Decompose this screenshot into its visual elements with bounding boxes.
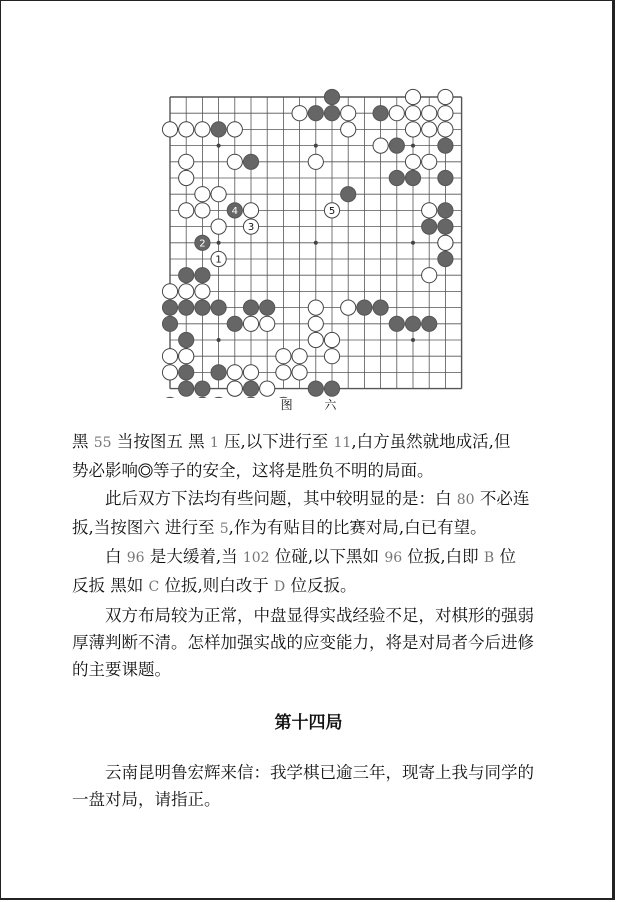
- white-stone: [276, 349, 291, 364]
- star-point: [217, 338, 221, 342]
- paragraph-2-line-1: [72, 485, 562, 514]
- black-stone: [195, 381, 210, 396]
- black-stone: [373, 300, 388, 315]
- white-stone: [179, 154, 194, 169]
- white-stone: [308, 154, 323, 169]
- white-stone: [243, 316, 258, 331]
- black-stone: [243, 381, 258, 396]
- move-number: 96: [126, 550, 145, 567]
- black-stone: [438, 203, 453, 218]
- white-stone: [422, 122, 437, 137]
- paragraph-3-line-2: [72, 572, 562, 601]
- black-stone: [227, 316, 242, 331]
- paragraph-4-line-1: 双方布局较为正常，中盘显得实战经验不足，对棋形的强弱: [105, 605, 534, 625]
- white-stone: [324, 349, 339, 364]
- paragraph-4-line-3: 的主要课题。: [72, 660, 171, 680]
- text-run: 位碰,以下黑如: [274, 547, 380, 567]
- position-letter: D: [273, 579, 286, 596]
- paragraph-2-line-2: [72, 514, 562, 543]
- white-stone: [211, 219, 226, 234]
- star-point: [217, 144, 221, 148]
- white-stone: [422, 154, 437, 169]
- white-stone: [195, 284, 210, 299]
- white-stone: [438, 106, 453, 121]
- move-number: 80: [456, 491, 475, 508]
- paragraph-3-line-1: [72, 543, 562, 572]
- text-run: 是大缓着,当: [149, 547, 238, 567]
- text-run: 反扳 黑如: [72, 576, 144, 596]
- text-run: 黑: [72, 432, 89, 451]
- black-stone: [405, 316, 420, 331]
- move-number: 55: [93, 435, 112, 451]
- star-point: [411, 241, 415, 245]
- black-stone: [243, 300, 258, 315]
- white-stone: [341, 122, 356, 137]
- white-stone: [260, 316, 275, 331]
- black-stone: [243, 154, 258, 169]
- white-stone: [324, 332, 339, 347]
- white-stone: [162, 122, 177, 137]
- black-stone: [438, 251, 453, 266]
- white-stone: [162, 284, 177, 299]
- stone-number: 1: [215, 254, 222, 266]
- black-stone: [438, 170, 453, 185]
- text-run: 此后双方下法均有些问题，其中较明显的是：白: [105, 488, 452, 508]
- text-run: 压,以下进行至: [224, 432, 329, 451]
- commentary-text: [72, 428, 562, 684]
- white-stone: [405, 122, 420, 137]
- white-stone: [162, 365, 177, 380]
- black-stone: [438, 219, 453, 234]
- position-letter: C: [148, 579, 160, 596]
- white-stone: [227, 365, 242, 380]
- text-run: ,作为有贴目的比赛对局,白已有望。: [228, 517, 487, 537]
- white-stone: [179, 170, 194, 185]
- letter-line-1: 云南昆明鲁宏辉来信：我学棋已逾三年，现寄上我与同学的: [105, 763, 534, 782]
- black-stone: [179, 332, 194, 347]
- white-stone: [341, 106, 356, 121]
- black-stone: [195, 300, 210, 315]
- black-stone: [211, 122, 226, 137]
- white-stone: [292, 106, 307, 121]
- black-stone: [179, 268, 194, 283]
- white-stone: [243, 203, 258, 218]
- position-letter: B: [483, 550, 495, 567]
- stone-number: 4: [231, 206, 238, 217]
- text-run: ,白方虽然就地成活,但: [351, 432, 511, 451]
- move-number: 11: [333, 435, 352, 451]
- text-run: 当按图五 黑: [116, 432, 205, 451]
- paragraph-1-line-1: [72, 428, 562, 457]
- double-circle-stone-icon: [138, 463, 153, 478]
- stone-number: 3: [247, 222, 255, 234]
- text-run: 等子的安全，这将是胜负不明的局面。: [153, 461, 434, 481]
- black-stone: [341, 187, 356, 202]
- black-stone: [179, 365, 194, 380]
- text-run: 白: [105, 547, 122, 567]
- star-point: [411, 144, 415, 148]
- star-point: [217, 241, 221, 245]
- black-stone: [162, 316, 177, 331]
- white-stone: [308, 316, 323, 331]
- black-stone: [389, 138, 404, 153]
- white-stone: [422, 268, 437, 283]
- black-stone: [308, 381, 323, 396]
- black-stone: [389, 170, 404, 185]
- white-stone: [276, 365, 291, 380]
- white-stone: [227, 122, 242, 137]
- black-stone: [195, 268, 210, 283]
- text-run: 位: [499, 547, 516, 567]
- black-stone: [211, 300, 226, 315]
- black-stone: [438, 138, 453, 153]
- white-stone: [195, 203, 210, 218]
- paragraph-1-line-2: [72, 457, 562, 484]
- black-stone: [422, 219, 437, 234]
- white-stone: [308, 300, 323, 315]
- black-stone: [308, 106, 323, 121]
- black-stone: [373, 106, 388, 121]
- black-stone: [260, 300, 275, 315]
- move-number: 5: [219, 520, 229, 537]
- white-stone: [227, 154, 242, 169]
- white-stone: [292, 349, 307, 364]
- stone-number: 2: [199, 238, 206, 250]
- white-stone: [341, 300, 356, 315]
- go-board-diagram: [162, 88, 472, 398]
- black-stone: [422, 316, 437, 331]
- stone-number: 5: [328, 206, 336, 217]
- white-stone: [308, 332, 323, 347]
- black-stone: [179, 381, 194, 396]
- chapter-title: 第十四局: [274, 713, 343, 733]
- letter-line-2: 一盘对局，请指正。: [72, 790, 221, 810]
- white-stone: [162, 349, 177, 364]
- move-number: 102: [242, 550, 270, 567]
- white-stone: [405, 89, 420, 104]
- black-stone: [324, 381, 339, 396]
- black-stone: [357, 300, 372, 315]
- text-run: 位扳,则白改于: [164, 576, 269, 596]
- white-stone: [373, 138, 388, 153]
- white-stone: [422, 203, 437, 218]
- text-run: 不必连: [479, 488, 530, 508]
- star-point: [314, 144, 318, 148]
- paragraph-4-line-2: 厚薄判断不清。怎样加强实战的应变能力，将是对局者今后进修: [72, 633, 534, 653]
- move-number: 1: [209, 435, 219, 451]
- black-stone: [405, 170, 420, 185]
- white-stone: [389, 106, 404, 121]
- white-stone: [438, 235, 453, 250]
- text-run: 扳,当按图六 进行至: [72, 517, 215, 537]
- black-stone: [324, 106, 339, 121]
- white-stone: [405, 154, 420, 169]
- black-stone: [211, 365, 226, 380]
- move-number: 96: [384, 550, 403, 567]
- figure-caption: 图 六: [280, 398, 351, 412]
- black-stone: [179, 300, 194, 315]
- text-run: 势必影响: [72, 461, 138, 481]
- black-stone: [324, 89, 339, 104]
- white-stone: [422, 106, 437, 121]
- white-stone: [292, 365, 307, 380]
- white-stone: [260, 381, 275, 396]
- text-run: 位扳,白即: [407, 547, 479, 567]
- black-stone: [389, 316, 404, 331]
- black-stone: [162, 300, 177, 315]
- white-stone: [227, 381, 242, 396]
- white-stone: [179, 284, 194, 299]
- letter-text: [72, 759, 562, 814]
- star-point: [314, 241, 318, 245]
- star-point: [411, 338, 415, 342]
- white-stone: [405, 106, 420, 121]
- white-stone: [438, 122, 453, 137]
- white-stone: [179, 122, 194, 137]
- text-run: 位反扳。: [290, 576, 357, 596]
- white-stone: [179, 203, 194, 218]
- white-stone: [211, 187, 226, 202]
- white-stone: [438, 89, 453, 104]
- white-stone: [195, 122, 210, 137]
- white-stone: [179, 349, 194, 364]
- board-stones: [162, 89, 453, 398]
- white-stone: [195, 187, 210, 202]
- white-stone: [243, 365, 258, 380]
